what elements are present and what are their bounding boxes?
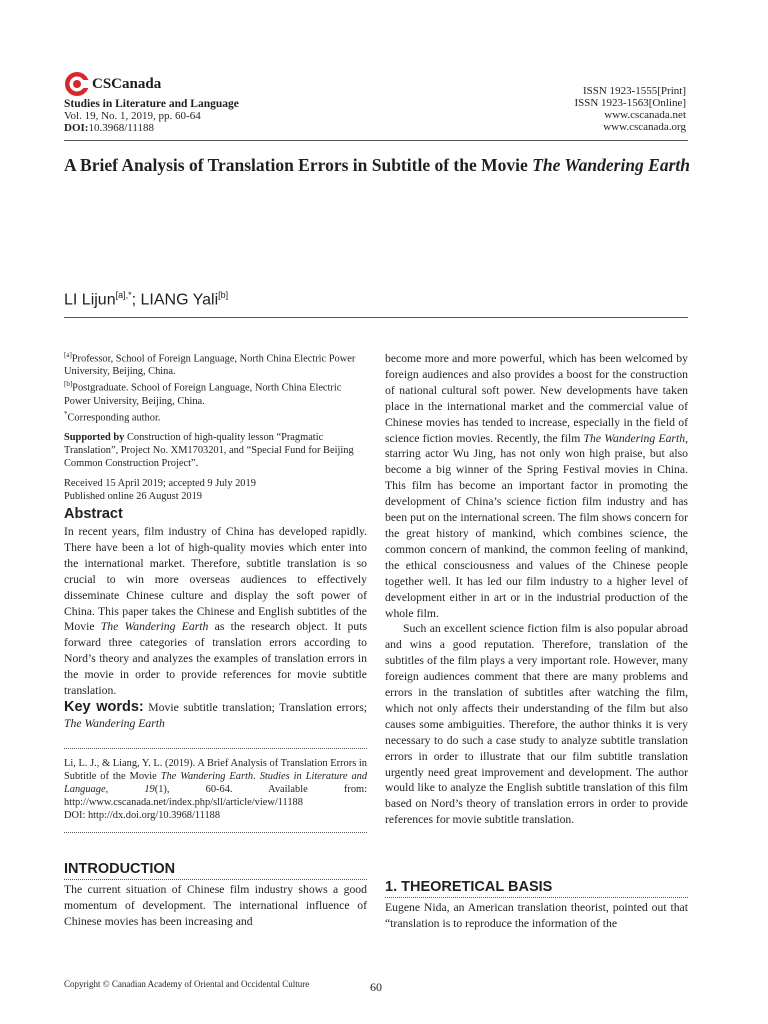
citation-text-2: (1), 60-64. Available from: http://www.cscanada.net/index.php/sll/article/view/11188 [64, 784, 367, 808]
affiliation-a-text: Professor, School of Foreign Language, North China Electric Power University, Beijing, China. [64, 353, 356, 378]
journal-name: Studies in Literature and Language [64, 98, 239, 110]
citation-doi[interactable]: DOI: http://dx.doi.org/10.3968/11188 [64, 810, 221, 821]
citation-film: The Wandering Earth [160, 771, 254, 782]
corresponding-author [64, 408, 367, 424]
title-film: The Wandering Earth [532, 155, 691, 175]
journal-info [64, 98, 239, 134]
citation-block [64, 757, 367, 822]
abstract-film: The Wandering Earth [100, 620, 209, 634]
corresponding-text: Corresponding author. [67, 412, 161, 424]
abstract-heading: Abstract [64, 506, 123, 522]
paper-title [64, 155, 694, 176]
body-paragraph-1 [385, 351, 688, 621]
author-2: LIANG Yali [140, 291, 219, 309]
author-rule [64, 317, 688, 318]
author-1-sup: [a],* [115, 290, 132, 300]
affiliation-a [64, 349, 367, 378]
publisher-logo [64, 70, 161, 98]
issn-info [574, 85, 686, 133]
volume-info: Vol. 19, No. 1, 2019, pp. 60-64 [64, 110, 201, 122]
supported-label: Supported by [64, 432, 125, 444]
logo-text: CSCanada [92, 75, 162, 92]
affiliation-b-text: Postgraduate. School of Foreign Language, North China Electric Power University, Beijing, China. [64, 382, 342, 407]
cscanada-logo-icon [64, 71, 90, 97]
citation-text [64, 757, 367, 809]
page-number: 60 [370, 980, 382, 994]
theoretical-basis-rule [385, 897, 688, 898]
header-rule [64, 140, 688, 141]
published-date: Published online 26 August 2019 [64, 491, 202, 503]
abstract-text [64, 524, 367, 699]
keywords-label: Key words: [64, 698, 144, 715]
keywords-text: Movie subtitle translation; Translation errors; [143, 700, 367, 714]
received-date: Received 15 April 2019; accepted 9 July 2019 [64, 478, 256, 490]
introduction-text: The current situation of Chinese film industry shows a good momentum of development. The international influence of Chinese movies has been increasing and [64, 883, 367, 928]
author-1: LI Lijun [64, 291, 116, 309]
corresponding-sup: * [64, 409, 68, 418]
theoretical-basis-section [385, 878, 688, 932]
citation-bottom-rule [64, 832, 367, 833]
title-main: A Brief Analysis of Translation Errors in Subtitle of the Movie [64, 155, 533, 175]
url-org[interactable]: www.cscanada.org [603, 121, 686, 133]
theoretical-basis-text: Eugene Nida, an American translation theorist, pointed out that “translation is to reproduce the information of the [385, 901, 688, 930]
citation-journal: Studies in Literature and Language, 19 [64, 771, 368, 795]
para1-text-a: become more and more powerful, which has been welcomed by foreign audiences and also provides a boost for the construction of national cultural soft power. New developments have taken place in the international market and the commercial value of Chinese movies has tended to increase, especially in the field of science fiction movies. Recently, the film [385, 352, 688, 445]
theoretical-basis-heading: 1. THEORETICAL BASIS [385, 879, 553, 895]
abstract-text-1: In recent years, film industry of China has developed rapidly. There have been a lot of high-quality movies which enter into the international market. Therefore, subtitle translation is so crucial to win more overseas audiences to effectively disseminate Chinese culture and display the soft power of China. This paper takes the Chinese and English subtitles of the Movie [64, 525, 367, 634]
affiliations [64, 349, 367, 503]
introduction-section [64, 860, 367, 930]
issn-print: ISSN 1923-1555[Print] [583, 85, 686, 97]
body-paragraph-2: Such an excellent science fiction film is also popular abroad and wins a good reputation. Therefore, translation of the subtitles of the film plays a very important role. However, many foreign audiences comment that there are many problems and errors in the translation of subtitles after watching the film, which not only affects their understanding of the film but also causes some ambiguities. Therefore, the author thinks it is very necessary to do such a case study to analyze subtitle translation errors in order to illustrate that our film subtitle translation urgently need great improvement and development. The author would like to analyze the English subtitle translation of this film based on Nord’s theory of translation errors in order to provide references for movie subtitle translation. [385, 622, 688, 827]
abstract-text-2: as the research object. It puts forward three categories of translation errors according to Nord’s theory and analyzes the examples of translation errors in the movie in order to provide references for movie subtitle translation. [64, 620, 368, 698]
doi-line [64, 122, 239, 134]
introduction-rule [64, 879, 367, 880]
citation-top-rule [64, 748, 367, 749]
doi-value: 10.3968/11188 [88, 122, 154, 134]
introduction-heading: INTRODUCTION [64, 861, 176, 877]
copyright: Copyright © Canadian Academy of Oriental and Occidental Culture [64, 979, 310, 989]
keywords [64, 700, 367, 732]
author-2-sup: [b] [218, 290, 229, 300]
para1-film: The Wandering Earth [583, 431, 686, 445]
keywords-film: The Wandering Earth [64, 716, 165, 730]
funding [64, 431, 367, 470]
affiliation-a-sup: [a] [64, 351, 72, 359]
para1-text-b: , starring actor Wu Jing, has not only won high praise, but also become a big winner of the Spring Festival movies in China. This film has become an important factor in promoting the development of China’s science fiction film industry and has been put on the international screen. The film shows concern for the great history of mankind, which combines science, the common concern of mankind, the common feeling of mankind, the ethical consciousness and values of the Chinese people together well. It has led our film industry to a higher level of development either in art or in the industrial production of the whole film. [385, 431, 688, 620]
affiliation-b-sup: [b] [64, 380, 73, 389]
issn-online: ISSN 1923-1563[Online] [574, 97, 686, 109]
doi-label: DOI: [64, 122, 89, 134]
supported-text: Construction of high-quality lesson “Pragmatic Translation”, Project No. XM1703201, and “Special Fund for Beijing Common Construction Project”. [64, 432, 354, 470]
citation-sep: . [253, 771, 260, 782]
affiliation-b [64, 378, 367, 407]
abstract-section [64, 505, 367, 732]
author-separator: ; [131, 291, 141, 309]
author-line [64, 290, 228, 309]
url-net[interactable]: www.cscanada.net [604, 109, 686, 121]
citation-text-1: Li, L. J., & Liang, Y. L. (2019). A Brief Analysis of Translation Errors in Subtitle of the Movie [64, 758, 367, 782]
right-column [385, 351, 688, 828]
